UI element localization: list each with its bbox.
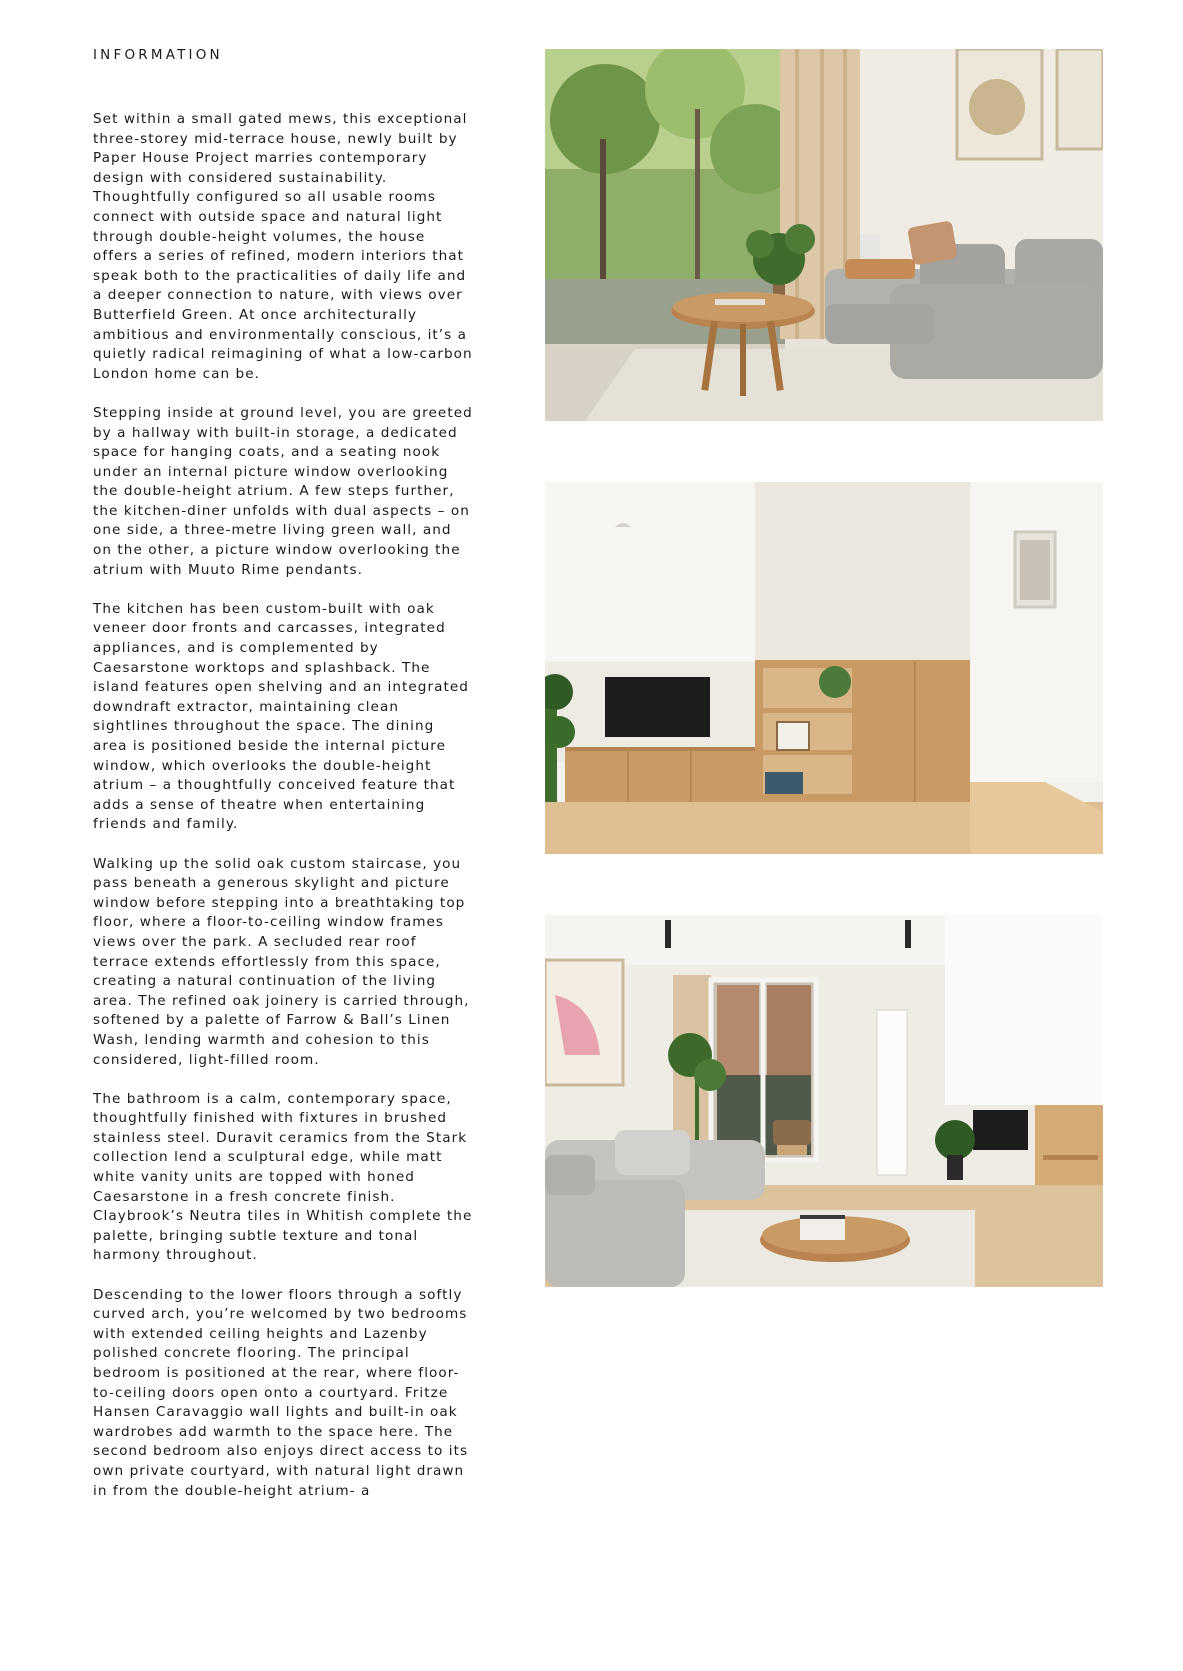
paragraph-top-floor: Walking up the solid oak custom staircase, you pass beneath a generous skylight and picture window before stepping into a breathtaking top floor, where a floor-to-ceiling window frames views over the park. A secluded rear roof terrace extends effortlessly from this space, creating a natural continuation of the living area. The refined oak joinery is carried through, softened by a palette of Farrow & Ball’s Linen Wash, lending warmth and cohesion to this considered, light-filled room. (93, 855, 470, 1068)
section-heading: INFORMATION (93, 47, 223, 63)
paragraph-bathroom: The bathroom is a calm, contemporary space, thoughtfully finished with fixtures in brushed stainless steel. Duravit ceramics from the Stark collection lend a sculptural edge, while matt white vanity units are topped with honed Caesarstone in a fresh concrete finish. Claybrook’s Neutra tiles in Whitish complete the palette, bringing subtle texture and tonal harmony throughout. (93, 1090, 473, 1264)
top-floor-photo (545, 915, 1103, 1287)
information-text (93, 110, 473, 1521)
paragraph-intro: Set within a small gated mews, this exceptional three-storey mid-terrace house, newly built by Paper House Project marries contemporary design with considered sustainability. Thoughtfully configured so all usable rooms connect with outside space and natural light through double-height volumes, the house offers a series of refined, modern interiors that speak both to the practicalities of daily life and a deeper connection to nature, with views over Butterfield Green. At once architecturally ambitious and environmentally conscious, it’s a quietly radical reimagining of what a low-carbon London home can be. (93, 111, 473, 382)
paragraph-kitchen: The kitchen has been custom-built with oak veneer door fronts and carcasses, integrated appliances, and is complemented by Caesarstone worktops and splashback. The island features open shelving and an integrated downdraft extractor, maintaining clean sightlines throughout the space. The dining area is positioned beside the internal picture window, which overlooks the double-height atrium – a thoughtfully conceived feature that adds a sense of theatre when entertaining friends and family. (93, 600, 469, 833)
paragraph-ground-level: Stepping inside at ground level, you are greeted by a hallway with built-in storage, a dedicated space for hanging coats, and a seating nook under an internal picture window overlooking the double-height atrium. A few steps further, the kitchen-diner unfolds with dual aspects – on one side, a three-metre living green wall, and on the other, a picture window overlooking the atrium with Muuto Rime pendants. (93, 404, 473, 578)
paragraph-lower-floors: Descending to the lower floors through a softly curved arch, you’re welcomed by two bedrooms with extended ceiling heights and Lazenby polished concrete flooring. The principal bedroom is positioned at the rear, where floor-to-ceiling doors open onto a courtyard. Fritze Hansen Caravaggio wall lights and built-in oak wardrobes add warmth to the space here. The second bedroom also enjoys direct access to its own private courtyard, with natural light drawn in from the double-height atrium- a (93, 1286, 469, 1499)
living-room-photo (545, 49, 1103, 421)
media-unit-photo (545, 482, 1103, 854)
